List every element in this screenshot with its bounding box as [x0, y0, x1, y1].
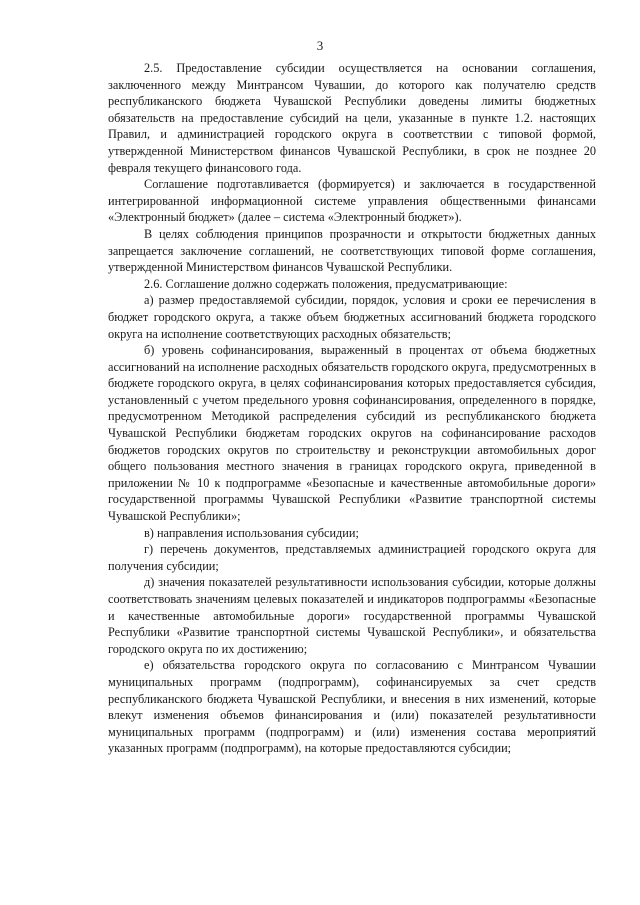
paragraph-item-b: б) уровень софинансирования, выраженный в процентах от объема бюджетных ассигнований на исполнение расходных обязательств городского округа, предусмотренных в бюджете городского округа, в целях софинансирования которых предоставляется субсидия, установленный с учетом предельного уровня софинансирования, определенного в порядке, предусмотренном Методикой распределения субсидий из республиканского бюджета Чувашской Республики бюджетам городских округов на софинансирование расходов бюджетов городских округов по строительству и реконструкции автомобильных дорог общего пользования местного значения в границах городского округа, приведенной в приложении № 10 к подпрограмме «Безопасные и качественные автомобильные дороги» государственной программы Чувашской Республики «Развитие транспортной системы Чувашской Республики»;: [108, 343, 596, 524]
paragraph-item-g: г) перечень документов, представляемых администрацией городского округа для получения субсидии;: [108, 542, 596, 573]
page-number: 3: [316, 38, 324, 53]
paragraph-item-v: в) направления использования субсидии;: [144, 525, 359, 540]
paragraph-agreement-system: Соглашение подготавливается (формируется) и заключается в государственной интегрированной информационной системе управления общественными финансами «Электронный бюджет» (далее – система «Электронный бюджет»).: [108, 177, 596, 225]
document-body: [108, 60, 596, 757]
paragraph-2-5: 2.5. Предоставление субсидии осуществляется на основании соглашения, заключенного между Минтрансом Чувашии, до которого как получателю средств республиканского бюджета Чувашской Республики доведены лимиты бюджетных обязательств на предоставление субсидий на цели, указанные в пункте 1.2. настоящих Правил, и администрацией городского округа в соответствии с типовой формой, утвержденной Министерством финансов Чувашской Республики, в срок не позднее 20 февраля текущего финансового года.: [108, 61, 596, 175]
paragraph-transparency: В целях соблюдения принципов прозрачности и открытости бюджетных данных запрещается заключение соглашений, не соответствующих типовой форме соглашения, утвержденной Министерством финансов Чувашской Республики.: [108, 226, 596, 275]
paragraph-2-6: 2.6. Соглашение должно содержать положения, предусматривающие:: [144, 276, 508, 291]
paragraph-item-e: е) обязательства городского округа по согласованию с Минтрансом Чувашии муниципальных программ (подпрограмм), софинансируемых за счет средств республиканского бюджета Чувашской Республики, и внесения в них изменений, которые влекут изменения объемов финансирования и (или) показателей результативности муниципальных программ (подпрограмм) и (или) изменения состава мероприятий указанных программ (подпрограмм), на которые предоставляются субсидии;: [108, 658, 596, 756]
paragraph-item-d: д) значения показателей результативности использования субсидии, которые должны соответствовать значениям целевых показателей и индикаторов подпрограммы «Безопасные и качественные автомобильные дороги» государственной программы Чувашской Республики «Развитие транспортной системы Чувашской Республики», и обязательства городского округа по их достижению;: [108, 575, 596, 656]
paragraph-item-a: а) размер предоставляемой субсидии, порядок, условия и сроки ее перечисления в бюджет городского округа, а также объем бюджетных ассигнований бюджета городского округа на исполнение соответствующих расходных обязательств;: [108, 293, 596, 341]
